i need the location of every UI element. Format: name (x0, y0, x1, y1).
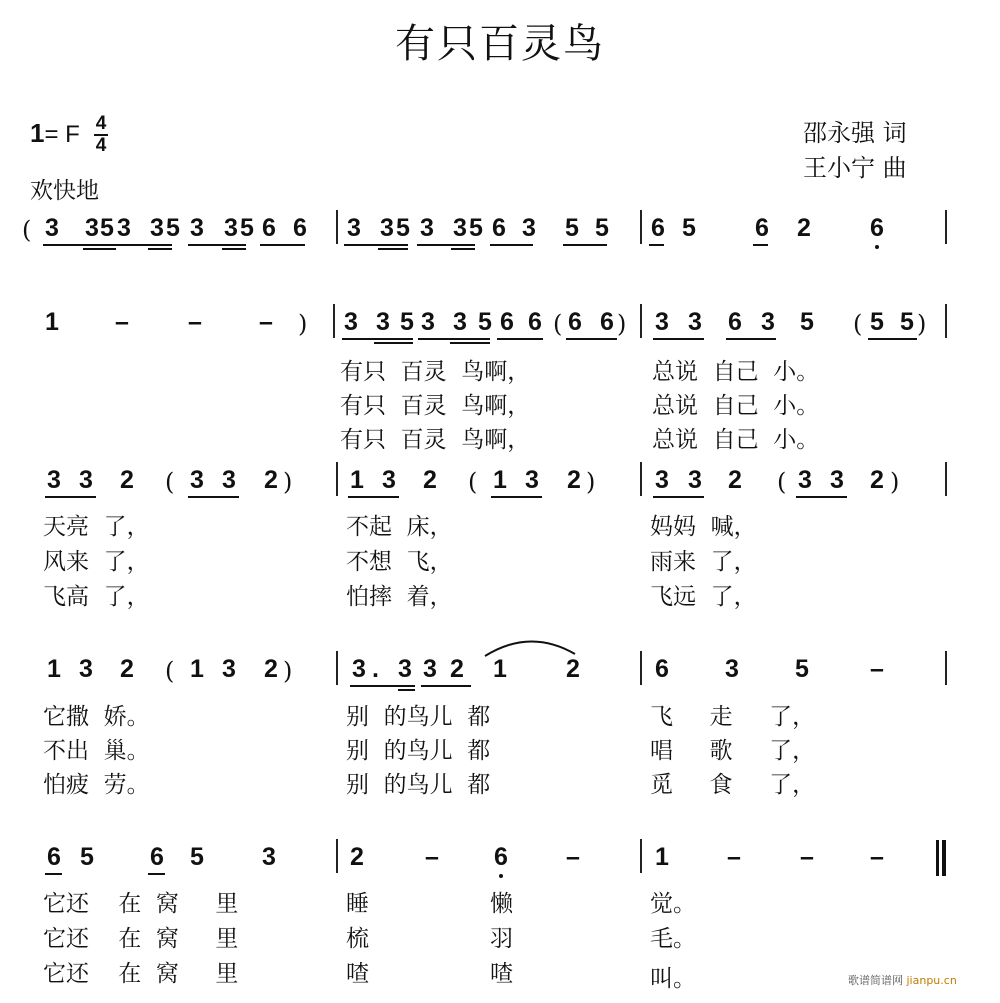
barline (336, 839, 338, 873)
note: 6 (755, 214, 769, 242)
time-signature (94, 114, 108, 155)
note: 6 (293, 214, 307, 242)
bracket: ) (917, 310, 927, 338)
beam-underline (868, 338, 917, 340)
bracket: ( (22, 216, 32, 244)
lyric-line: 总说 自己 小。 (652, 359, 820, 385)
lyric-line: 有只 百灵 鸟啊， (340, 393, 531, 419)
note: 1 (493, 466, 507, 494)
slur-tie (480, 636, 590, 660)
beam-underline (374, 338, 413, 340)
note: 6 (651, 214, 665, 242)
lyric-line: 喳 (346, 961, 369, 987)
note: 2 (264, 466, 278, 494)
note: – (425, 843, 439, 871)
note: – (566, 843, 580, 871)
note: 3 (453, 214, 467, 242)
lyric-line: 叫。 (650, 966, 696, 992)
lyric-line: 它还 在 窝 里 (43, 961, 239, 987)
note: 3 (398, 655, 412, 683)
note: 1 (45, 308, 59, 336)
note: 3 (522, 214, 536, 242)
barline (945, 304, 947, 338)
note: 3 (376, 308, 390, 336)
note: 2 (120, 655, 134, 683)
note: 3 (352, 655, 366, 683)
note: 2 (423, 466, 437, 494)
note: – (188, 308, 202, 336)
final-barline-thin (936, 840, 939, 876)
tempo-marking: 欢快地 (30, 178, 99, 204)
note: 3 (525, 466, 539, 494)
beam-underline (45, 496, 96, 498)
bracket: ) (283, 468, 293, 496)
note: 1 (655, 843, 669, 871)
lyric-line: 飞高 了， (43, 584, 150, 610)
note: 3 (725, 655, 739, 683)
bracket: ( (777, 468, 787, 496)
beam-underline (83, 244, 116, 246)
lyric-line: 它撒 娇。 (43, 704, 150, 730)
lyric-line: 不起 床， (346, 514, 453, 540)
note: 5 (400, 308, 414, 336)
note: 3 (655, 466, 669, 494)
note: 2 (120, 466, 134, 494)
note: 6 (568, 308, 582, 336)
note: 3 (190, 466, 204, 494)
note: 2 (797, 214, 811, 242)
bracket: ( (468, 468, 478, 496)
note: 3 (47, 466, 61, 494)
note: 6 (492, 214, 506, 242)
note: 6 (528, 308, 542, 336)
note: 5 (478, 308, 492, 336)
note: 5 (240, 214, 254, 242)
note: 3 (79, 466, 93, 494)
beam-underline (378, 244, 408, 246)
beam-underline (378, 248, 408, 250)
note: 3 (190, 214, 204, 242)
note: 3 (382, 466, 396, 494)
beam-underline (222, 244, 246, 246)
lyric-line: 觉。 (650, 891, 696, 917)
beam-underline (753, 244, 768, 246)
note: 3 (117, 214, 131, 242)
note: 3 (344, 308, 358, 336)
final-barline-thick (942, 840, 946, 876)
barline (640, 839, 642, 873)
note: 5 (870, 308, 884, 336)
note: 5 (595, 214, 609, 242)
note: 3 (224, 214, 238, 242)
bracket: ( (165, 468, 175, 496)
lyricist-credit: 邵永强 词 (803, 119, 907, 147)
note: 6 (262, 214, 276, 242)
bracket: ) (890, 468, 900, 496)
lyric-line: 飞远 了， (650, 584, 757, 610)
beam-underline (566, 338, 617, 340)
lyric-line: 飞 走 了， (650, 704, 816, 730)
lyric-line: 别 的鸟儿 都 (346, 738, 491, 764)
lyric-line: 怕摔 着， (346, 584, 453, 610)
note: 3 (423, 655, 437, 683)
beam-underline (563, 244, 607, 246)
note: 3 (798, 466, 812, 494)
key-signature (30, 118, 80, 149)
lyric-line: 风来 了， (43, 549, 150, 575)
composer-credit: 王小宁 曲 (803, 154, 907, 182)
note: 5 (80, 843, 94, 871)
note: – (115, 308, 129, 336)
note: 3 (655, 308, 669, 336)
beam-underline (398, 685, 415, 687)
barline (640, 304, 642, 338)
lyric-line: 别 的鸟儿 都 (346, 704, 491, 730)
note: – (259, 308, 273, 336)
note: . (372, 655, 379, 683)
note: 1 (493, 655, 507, 683)
lyric-line: 它还 在 窝 里 (43, 891, 239, 917)
note: 5 (795, 655, 809, 683)
key-name: F (65, 121, 80, 148)
note: – (800, 843, 814, 871)
watermark (848, 972, 957, 988)
note: 2 (264, 655, 278, 683)
beam-underline (45, 873, 62, 875)
note: 3 (222, 466, 236, 494)
beam-underline (83, 248, 116, 250)
note: 3 (688, 308, 702, 336)
note: 6 (500, 308, 514, 336)
lyric-line: 有只 百灵 鸟啊， (340, 427, 531, 453)
note: 6 (494, 843, 508, 871)
note: 1 (350, 466, 364, 494)
note: 6 (150, 843, 164, 871)
note: 5 (166, 214, 180, 242)
note: 2 (870, 466, 884, 494)
beam-underline (451, 248, 475, 250)
lyric-line: 它还 在 窝 里 (43, 926, 239, 952)
watermark-cn: 歌谱简谱网 (848, 974, 903, 987)
low-octave-dot (499, 874, 503, 878)
note: 3 (688, 466, 702, 494)
note: 3 (79, 655, 93, 683)
beam-underline (148, 244, 172, 246)
barline (945, 651, 947, 685)
note: 5 (469, 214, 483, 242)
note: 3 (453, 308, 467, 336)
note: 6 (870, 214, 884, 242)
beam-underline (491, 496, 542, 498)
note: 5 (190, 843, 204, 871)
note: 6 (600, 308, 614, 336)
bracket: ) (283, 657, 293, 685)
note: 3 (420, 214, 434, 242)
beam-underline (653, 338, 704, 340)
note: 2 (566, 655, 580, 683)
beam-underline (653, 496, 704, 498)
note: 1 (190, 655, 204, 683)
lyric-line: 总说 自己 小。 (652, 393, 820, 419)
barline (945, 462, 947, 496)
note: 2 (728, 466, 742, 494)
lyric-line: 怕疲 劳。 (43, 772, 150, 798)
beam-underline (374, 342, 413, 344)
beam-underline (260, 244, 305, 246)
bracket: ( (553, 310, 563, 338)
beam-underline (497, 338, 543, 340)
low-octave-dot (875, 245, 879, 249)
lyric-line: 觅 食 了， (650, 772, 816, 798)
note: 5 (900, 308, 914, 336)
beam-underline (398, 689, 415, 691)
barline (333, 304, 335, 338)
bracket: ( (853, 310, 863, 338)
barline (336, 651, 338, 685)
bracket: ( (165, 657, 175, 685)
beam-underline (450, 338, 490, 340)
beam-underline (421, 685, 471, 687)
note: 3 (85, 214, 99, 242)
beam-underline (649, 244, 664, 246)
note: 6 (728, 308, 742, 336)
barline (640, 651, 642, 685)
lyric-line: 唱 歌 了， (650, 738, 816, 764)
watermark-url: jianpu.cn (906, 974, 957, 987)
lyric-line: 别 的鸟儿 都 (346, 772, 491, 798)
beam-underline (490, 244, 533, 246)
note: 5 (682, 214, 696, 242)
lyric-line: 喳 (490, 961, 513, 987)
beam-underline (796, 496, 847, 498)
key-equals: = (44, 121, 59, 148)
note: 3 (150, 214, 164, 242)
lyric-line: 睡 (346, 891, 369, 917)
beam-underline (726, 338, 776, 340)
barline (640, 210, 642, 244)
time-signature-top: 4 (95, 113, 107, 134)
note: 3 (347, 214, 361, 242)
note: 3 (830, 466, 844, 494)
note: 6 (655, 655, 669, 683)
note: 3 (421, 308, 435, 336)
barline (640, 462, 642, 496)
note: 3 (45, 214, 59, 242)
lyric-line: 总说 自己 小。 (652, 427, 820, 453)
beam-underline (188, 496, 239, 498)
barline (336, 462, 338, 496)
note: 2 (567, 466, 581, 494)
beam-underline (348, 496, 399, 498)
note: 5 (565, 214, 579, 242)
lyric-line: 毛。 (650, 926, 696, 952)
note: 5 (800, 308, 814, 336)
beam-underline (451, 244, 475, 246)
lyric-line: 雨来 了， (650, 549, 757, 575)
beam-underline (222, 248, 246, 250)
bracket: ) (298, 310, 308, 338)
key-degree: 1 (30, 118, 45, 148)
note: 5 (396, 214, 410, 242)
beam-underline (450, 342, 490, 344)
note: 5 (100, 214, 114, 242)
lyric-line: 妈妈 喊， (650, 514, 757, 540)
lyric-line: 梳 (346, 926, 369, 952)
song-title: 有只百灵鸟 (395, 21, 605, 67)
beam-underline (148, 248, 172, 250)
note: – (870, 655, 884, 683)
bracket: ) (617, 310, 627, 338)
note: 3 (380, 214, 394, 242)
lyric-line: 羽 (490, 926, 513, 952)
lyric-line: 懒 (490, 891, 513, 917)
note: 6 (47, 843, 61, 871)
note: 3 (222, 655, 236, 683)
lyric-line: 不出 巢。 (43, 738, 150, 764)
note: 1 (47, 655, 61, 683)
lyric-line: 有只 百灵 鸟啊， (340, 359, 531, 385)
note: 3 (262, 843, 276, 871)
barline (336, 210, 338, 244)
note: – (870, 843, 884, 871)
beam-underline (148, 873, 165, 875)
barline (945, 210, 947, 244)
lyric-line: 不想 飞， (346, 549, 453, 575)
bracket: ) (586, 468, 596, 496)
note: 2 (450, 655, 464, 683)
lyric-line: 天亮 了， (43, 514, 150, 540)
note: 2 (350, 843, 364, 871)
time-signature-bottom: 4 (95, 135, 107, 156)
note: – (727, 843, 741, 871)
note: 3 (761, 308, 775, 336)
